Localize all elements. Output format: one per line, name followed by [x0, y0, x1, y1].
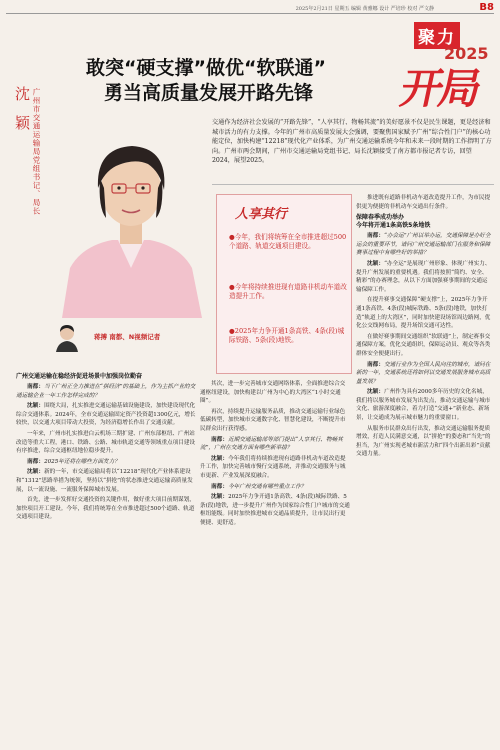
- article-column-1: [16, 370, 198, 524]
- speaker-label: 沈颖：: [367, 389, 385, 396]
- header-meta: 2025年2月21日 星期五 编辑 黄雅娜 设计 严培珍 校对 严文静: [295, 6, 434, 12]
- article-paragraph: [356, 333, 492, 359]
- author-name: 沈颖: [13, 86, 31, 144]
- speaker-label: 南都：: [367, 233, 385, 240]
- paragraph-text: 其次，进一步完善城市交通网络体系，全面推进综合交通枢纽建设，加快构建以广州为中心的大湾区“1小时交通圈”。: [200, 381, 346, 405]
- speaker-label: 南都：: [367, 361, 385, 368]
- paragraph-text: “办全运”是展现广州形象、体现广州实力、提升广州发展的重要机遇。我们将按照“简约、安全、精彩”的办赛理念，从以下方面加强赛事期间的交通运输保障工作。: [356, 260, 491, 293]
- article-paragraph: [16, 496, 198, 522]
- paragraph-text: 一年来，广州市扎实推进白云机场三期扩建、广州东部枢纽、广州站改造等重大工程，港口、铁路、公路、城市轨道交通等领域重点项目建设有序推进，综合交通枢纽地位稳步提升。: [16, 430, 196, 455]
- paragraph-text: 首先，进一步发挥好交通投资的关键作用，做好重大项目前期谋划，加快项目开工建设。今年，我们将统筹在全市推进超过500个道路、轨道交通项目建设。: [16, 497, 195, 521]
- article-paragraph: [16, 383, 198, 400]
- article-paragraph: [200, 455, 350, 481]
- paragraph-text: 广州作为具有2000多年历史的文化名城，我们将以服务城市发展为出发点，推动交通运输与城市文化、旅游深度融合，着力打造“交通+”新业态、新场景，让交通成为展示城市魅力的重要窗口。: [356, 389, 491, 422]
- speaker-label: 南都：: [211, 436, 229, 443]
- article-paragraph: [356, 232, 492, 258]
- article-paragraph: [16, 458, 198, 467]
- article-paragraph: [200, 408, 350, 434]
- article-paragraph: [200, 436, 350, 453]
- headline: [86, 56, 376, 106]
- article-paragraph: [200, 380, 350, 406]
- author-title: 广州市交通运输局党组书记、局长: [32, 88, 41, 216]
- paragraph-text: 当下广州正全力推进在“拼经济”的基础上，作为主抓产业的交通运输企业一年工作怎样完成的？: [16, 384, 196, 399]
- article-paragraph: [356, 260, 492, 294]
- column-intro: 推进既有道路非机动车道改造提升工作，为市民提供更为便捷的非机动车交通出行条件。: [356, 195, 491, 210]
- paragraph-text: 今年广州交通有哪些重点工作？: [228, 483, 307, 490]
- speaker-label: 沈颖：: [27, 469, 45, 476]
- article-paragraph: [16, 468, 198, 494]
- speaker-label: 沈颖：: [211, 494, 229, 501]
- speaker-label: 南都：: [211, 483, 229, 490]
- speaker-label: 沈颖：: [27, 403, 45, 410]
- headline-line1: 敢突“硬支撑”做优“软联通”: [86, 57, 326, 79]
- article-paragraph: [356, 296, 492, 330]
- column-logo-title: 聚力: [414, 22, 460, 49]
- speaker-label: 沈颖：: [367, 260, 385, 267]
- article-paragraph: [200, 493, 350, 527]
- paragraph-text: 在做好赛事期间交通组织“软联通”上，制定赛事交通保障方案，优化交通组织，保障运动员、观众等各类群体安全便捷出行。: [356, 333, 491, 357]
- article-paragraph: [356, 425, 492, 459]
- speaker-label: 南都：: [27, 458, 45, 465]
- paragraph-text: 在提升赛事交通保障“硬支撑”上，2025年力争开通1条高铁、4条(段)城际铁路、5条(段)地铁，加快打造“轨道上的大湾区”，同时加快建设场馆周边路网，优化公交线网布局，提升场馆交通可达性。: [356, 297, 491, 330]
- page-header: [6, 2, 494, 14]
- section-heading: 广州交通运输在稳经济促进场景中加强岗位勤奋: [16, 373, 143, 380]
- paragraph-text: 再次，持续提升运输服务品质，推动交通运输行业绿色低碳转型，加快城市交通数字化、智慧化建设，不断提升市民群众出行获得感。: [200, 408, 346, 432]
- article-column-3: [356, 194, 492, 461]
- article-paragraph: [356, 361, 492, 387]
- speaker-label: 南都：: [27, 384, 45, 390]
- paragraph-text: 交通行业作为全国人民向往的城市，请问在新的一年，交通系统还将如何以交通发展服务城市高质量发展？: [356, 361, 491, 385]
- section-heading: 保障春季成功举办 今年将开通1条高铁5条地铁: [356, 214, 431, 230]
- article-paragraph: [16, 402, 198, 428]
- article-column-2: [200, 380, 350, 530]
- paragraph-text: 2025年还将在哪些方面发力？: [44, 458, 120, 465]
- page-number: B8: [479, 2, 494, 13]
- article-paragraph: [356, 388, 492, 422]
- column-logo-year: 2025: [444, 44, 489, 63]
- paragraph-text: “办会运”广州以举办运，交通保障是办好全运会的重要环节，请问广州交通运输部门在服务和保障赛事过程中有哪些好的举措？: [356, 233, 491, 257]
- paragraph-text: 近期交通运输部等部门提出“人享其行、物畅其流”，广州在交通方面有哪些新举措？: [200, 436, 343, 452]
- paragraph-text: 围绕大局，扎实推进交通运输基础设施建设，加快建设现代化综合交通体系。2024年，全市交通运输固定资产投资超1300亿元，增长较快，以交通大项目带动大投资，为经济稳增长作出了交通贡献。: [16, 403, 196, 427]
- lead-paragraph: 交通作为经济社会发展的“开路先锋”，“人享其行、物畅其流”的美好愿景不仅是民生课题，更是经济和城市活力的有力支撑。今年的广州市高质量发展大会强调，要聚焦国家赋予广州“综合性门户”的核心功能定位，加快构建“12218”现代化产业体系，为广州交通运输系统今年和未来一段时期的工作指明了方向。广州市两会期间，广州市交通运输局党组书记、局长沈颖接受了南方都市报记者专访，回望2024，展望2025。: [212, 119, 492, 165]
- reporter-avatar: [54, 322, 80, 352]
- headline-line2: 勇当高质量发展开路先锋: [104, 82, 314, 104]
- pull-quote-box: [216, 194, 352, 374]
- pull-quote-item: ●今年，我们将统筹在全市推进超过500个道路、轨道交通项目建设。: [229, 233, 347, 251]
- article-paragraph: [16, 430, 198, 456]
- pull-quote-title: 人享其行: [235, 207, 288, 222]
- paragraph-text: 今年我们将持续推进现有道路非机动车道改造提升工作，加快完善城市慢行交通系统，并推动交通服务与城市更新、产业发展深度融合。: [200, 455, 346, 479]
- reporter-name: 蒋搏 南都、N视频记者: [94, 333, 161, 341]
- column-logo-script: 开局: [396, 64, 483, 113]
- paragraph-text: 2025年力争开通1条高铁、4条(段)城际铁路、5条(段)地铁，进一步提升广州作为国家综合性门户城市的交通枢纽能级。同时加快推进城市交通品质提升，让市民出行更便捷、更舒适。: [200, 494, 350, 526]
- pull-quote-item: ●今年将持续推进现有道路非机动车道改造提升工作。: [229, 283, 347, 301]
- divider: [212, 184, 494, 185]
- column-logo: [396, 14, 490, 113]
- speaker-label: 沈颖：: [211, 455, 229, 462]
- pull-quote-item: ●2025年力争开通1条高铁、4条(段)城际铁路、5条(段)地铁。: [229, 327, 345, 345]
- portrait-illustration: [52, 118, 210, 318]
- paragraph-text: 从服务市民群众出行出发，推动交通运输服务提质增效，打造人民满意交通，以“拼抢”的姿态和“当先”的担当，为广州实现老城市新活力和“四个出新出彩”贡献交通力量。: [356, 425, 491, 458]
- article-paragraph: [200, 483, 350, 492]
- reporter-byline: [54, 318, 212, 356]
- portrait-photo: [52, 118, 210, 318]
- paragraph-text: 新的一年，市交通运输局将以“12218”现代化产业体系建设和“1312”思路举措为统领，坚持以“拼抢”的状态推进交通运输高质量发展，以一流设施、一流服务保障城市发展。: [16, 469, 193, 493]
